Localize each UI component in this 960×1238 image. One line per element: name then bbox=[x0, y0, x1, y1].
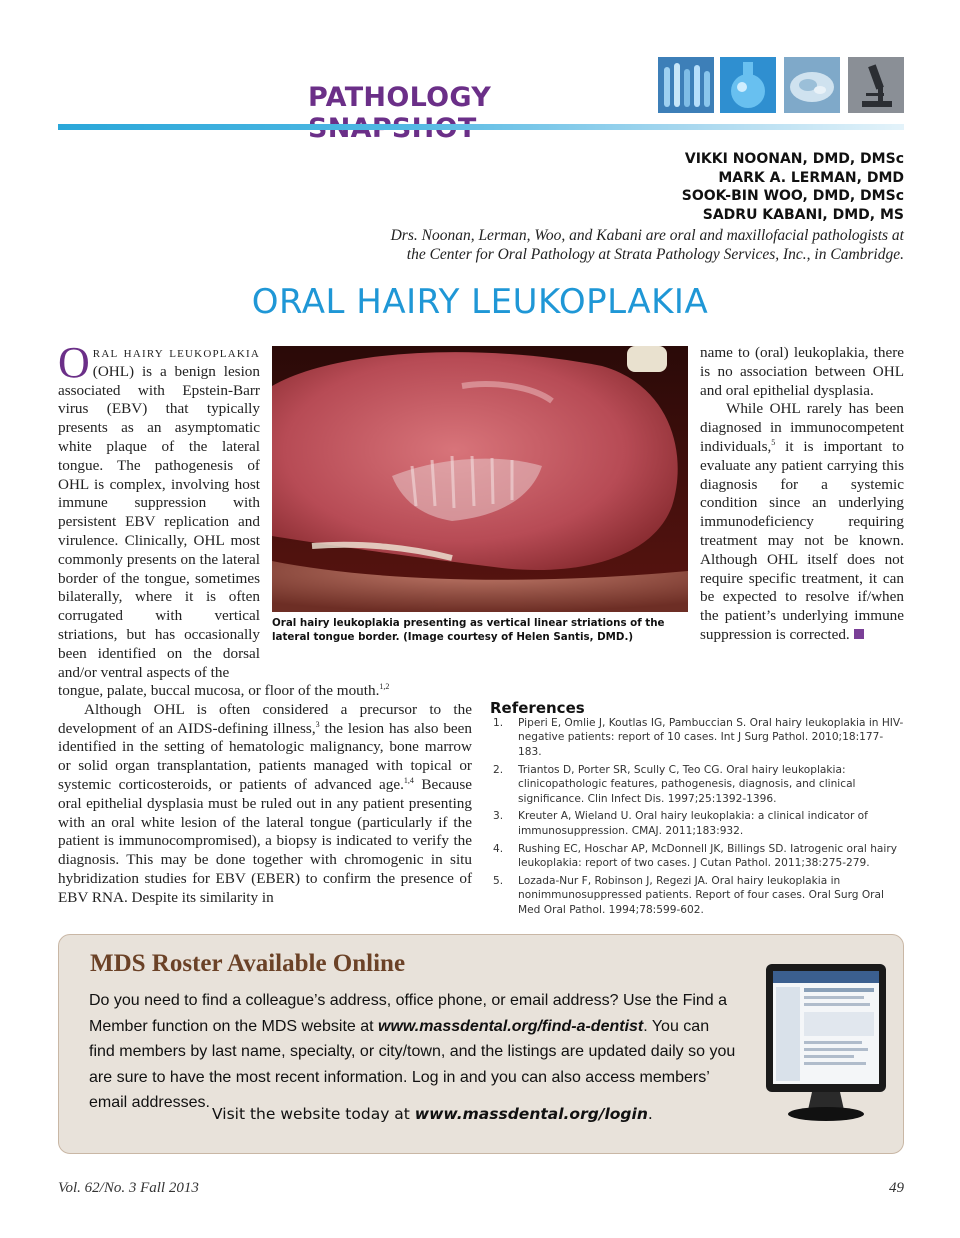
paragraph-text: the lesion has also been identified in the setting of hematologic malignancy, bone marrow or solid organ transplantation, patients managed with topical or systemic corticosteroids, or patients of advanced age. bbox=[58, 719, 472, 793]
flask-icon bbox=[720, 57, 776, 113]
reference-text: Lozada-Nur F, Robinson J, Regezi JA. Oral hairy leukoplakia in nonimmunosuppressed patients. Report of four cases. Oral Surg Oral Med Oral Pathol. 1994;78:599-602. bbox=[518, 875, 884, 916]
drop-cap: O bbox=[58, 338, 90, 387]
bio-line: Drs. Noonan, Lerman, Woo, and Kabani are oral and maxillofacial pathologists at bbox=[390, 227, 904, 244]
author-name: SADRU KABANI, DMD, MS bbox=[702, 206, 904, 223]
reference-item bbox=[490, 716, 904, 759]
computer-monitor-icon bbox=[760, 962, 890, 1124]
paragraph bbox=[58, 701, 472, 908]
header-rule bbox=[58, 124, 904, 130]
body-column-left bbox=[58, 338, 260, 682]
paragraph-text: (OHL) is a benign lesion associated with Epstein-Barr virus (EBV) that typically presents as an asymptomatic white plaque of the lateral tongue. The pathogenesis of OHL is complex, involving host immune suppression with persistent EBV replication and virulence. Clinically, OHL most commonly presents on the lateral border of the tongue, sometimes bilaterally, where it is often corrugated with vertical striations, but has occasionally been identified on the dorsal and/or ventral aspects of the bbox=[58, 362, 260, 681]
roster-box-title: MDS Roster Available Online bbox=[90, 950, 406, 977]
section-title: PATHOLOGY bbox=[308, 82, 492, 113]
petri-dish-icon bbox=[784, 57, 840, 113]
reference-text: Triantos D, Porter SR, Scully C, Teo CG. Oral hairy leukoplakia: clinicopathologic features, pathogenesis, diagnosis, and clinical significance. Clin Infect Dis. 1997;25:1392-1396. bbox=[518, 763, 856, 805]
test-tubes-icon bbox=[658, 57, 714, 113]
reference-number: 3. bbox=[493, 810, 504, 823]
roster-box-text bbox=[89, 988, 739, 1116]
reference-text: Piperi E, Omlie J, Koutlas IG, Pambuccian S. Oral hairy leukoplakia in HIV-negative patients: report of 10 cases. Int J Surg Pathol. 2010;18:177-183. bbox=[518, 717, 904, 758]
reference-item bbox=[490, 763, 904, 806]
body-column-right bbox=[700, 344, 904, 645]
roster-visit-line bbox=[212, 1105, 653, 1123]
box-text-part: . bbox=[647, 1105, 653, 1123]
bio-line: the Center for Oral Pathology at Strata Pathology Services, Inc., in Cambridge. bbox=[406, 246, 904, 263]
reference-item bbox=[490, 842, 904, 871]
citation: 1,2 bbox=[379, 681, 390, 691]
reference-item bbox=[490, 809, 904, 838]
references-heading: References bbox=[490, 699, 585, 717]
citation: 5 bbox=[771, 437, 776, 447]
reference-number: 4. bbox=[493, 842, 504, 855]
microscope-icon bbox=[848, 57, 904, 113]
paragraph bbox=[700, 400, 904, 644]
author-name: VIKKI NOONAN, DMD, DMSc bbox=[684, 151, 904, 167]
citation: 3 bbox=[315, 719, 320, 729]
box-text-part: Visit the website today at bbox=[212, 1105, 415, 1123]
body-column-lower bbox=[58, 682, 472, 908]
page-number: 49 bbox=[889, 1180, 904, 1196]
box-text-part: Do you need to find a colleague’s address, office phone, or email address? Use the Find a Member function on the MDS website at bbox=[89, 992, 728, 1035]
author-bio bbox=[304, 226, 904, 264]
references-list bbox=[490, 716, 904, 921]
paragraph-text: Although OHL is often considered a precursor to the development of an AIDS-defining illness, bbox=[58, 700, 472, 737]
paragraph-text: While OHL rarely has been diagnosed in immunocompetent individuals, bbox=[700, 400, 904, 455]
lead-in: ral hairy leukoplakia bbox=[92, 344, 260, 361]
reference-number: 2. bbox=[493, 763, 504, 776]
paragraph bbox=[58, 338, 260, 682]
end-mark-icon bbox=[854, 629, 864, 639]
paragraph-text: tongue, palate, buccal mucosa, or floor of the mouth. bbox=[58, 682, 380, 699]
article-title: ORAL HAIRY LEUKOPLAKIA bbox=[251, 282, 709, 322]
find-a-dentist-link[interactable]: www.massdental.org/find-a-dentist bbox=[378, 1017, 644, 1035]
login-link[interactable]: www.massdental.org/login bbox=[414, 1105, 648, 1123]
issue-info: Vol. 62/No. 3 Fall 2013 bbox=[58, 1180, 199, 1196]
paragraph-text: name to (oral) leukoplakia, there is no association between OHL and oral epithelial dysplasia. bbox=[700, 344, 904, 399]
reference-number: 5. bbox=[493, 875, 504, 888]
figure-caption: Oral hairy leukoplakia presenting as vertical linear striations of the lateral tongue border. (Image courtesy of Helen Santis, DMD.) bbox=[272, 617, 665, 643]
box-text-part: . You can find members by last name, specialty, or city/town, and the listings are updated daily so you are sure to have the most recent information. Log in and you can also access members’ email addresses. bbox=[89, 1017, 736, 1111]
paragraph bbox=[700, 344, 904, 400]
reference-text: Kreuter A, Wieland U. Oral hairy leukoplakia: a clinical indicator of immunosuppression. CMAJ. 2011;183:932. bbox=[518, 810, 868, 837]
reference-number: 1. bbox=[493, 717, 504, 729]
author-list bbox=[682, 150, 904, 224]
reference-item bbox=[490, 874, 904, 917]
citation: 1,4 bbox=[403, 775, 414, 785]
author-name: SOOK-BIN WOO, DMD, DMSc bbox=[681, 188, 904, 204]
reference-text: Rushing EC, Hoschar AP, McDonnell JK, Billings SD. Iatrogenic oral hairy leukoplakia: report of two cases. J Cutan Pathol. 2011;38:275-279. bbox=[518, 842, 897, 870]
tongue-photo bbox=[272, 346, 688, 612]
paragraph bbox=[58, 682, 472, 701]
paragraph-text: Because oral epithelial dysplasia must be ruled out in any patient presenting with an oral white lesion of the lateral tongue (particularly if the patient is immunocompromised), a biopsy is indicated to verify the diagnosis. This may be done together with chromogenic in situ hybridization studies for EBV (EBER) to confirm the presence of EBV RNA. Despite its similarity in bbox=[58, 775, 472, 906]
author-name: MARK A. LERMAN, DMD bbox=[718, 169, 904, 186]
paragraph-text: it is important to evaluate any patient carrying this diagnosis for a systemic condition since an underlying immunodeficiency requiring treatment may not be known. Although OHL itself does not require specific treatment, it can be expected to resolve if/when the patient’s underlying immune suppression is corrected. bbox=[700, 437, 904, 643]
